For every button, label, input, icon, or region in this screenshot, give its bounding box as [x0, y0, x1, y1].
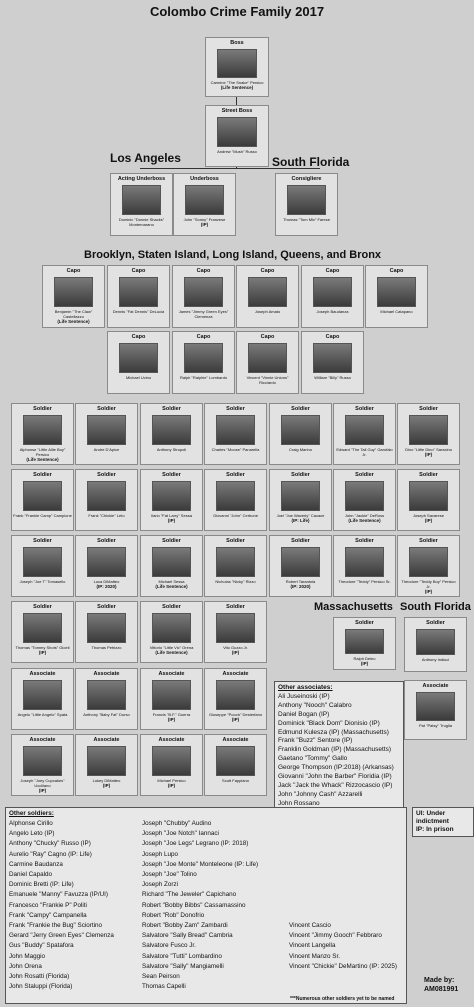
card-status: (Life Sentence) — [57, 319, 90, 325]
card-role: Boss — [230, 40, 244, 46]
list-item: Gus "Buddy" Spatafora — [9, 942, 74, 950]
portrait-photo — [87, 547, 126, 577]
made-by-author: AM081991 — [424, 986, 459, 993]
card-role: Associate — [422, 683, 449, 689]
portrait-photo — [184, 277, 223, 307]
other-soldiers-col1 — [9, 819, 114, 992]
list-item: Robert "Bobby Bibbs" Cassamassino — [142, 901, 246, 909]
card-role: Soldier — [33, 406, 52, 412]
portrait-photo — [23, 680, 62, 710]
portrait-photo — [216, 746, 255, 776]
card-role: Soldier — [162, 472, 181, 478]
card-role: Associate — [222, 737, 249, 743]
portrait-photo — [216, 481, 255, 511]
card-role: Soldier — [419, 406, 438, 412]
card-soldier — [11, 535, 74, 597]
card-status: (IP) — [38, 649, 47, 655]
portrait-photo — [409, 415, 448, 445]
card-name: Ralph "Ralphie" Lombardo — [179, 375, 228, 381]
card-role: Associate — [93, 737, 120, 743]
card-capo — [107, 331, 170, 394]
card-role: Associate — [158, 671, 185, 677]
list-item: Joseph "Joe Notch" Iannaci — [142, 830, 219, 838]
card-soldier — [75, 403, 138, 465]
card-role: Soldier — [291, 538, 310, 544]
card-soldier — [11, 403, 74, 465]
card-name: Scott Fappiano — [222, 777, 249, 783]
portrait-photo — [345, 629, 384, 654]
list-item: Joseph "Joe Legs" Legrano (IP: 2018) — [142, 840, 249, 848]
card-name: Frank "Frankie Camp" Campione — [13, 512, 72, 518]
card-soldier — [204, 535, 267, 597]
portrait-photo — [313, 277, 352, 307]
card-soldier — [75, 535, 138, 597]
card-associate — [11, 668, 74, 730]
portrait-photo — [248, 277, 287, 307]
card-role: Associate — [222, 671, 249, 677]
list-item: Joseph "Joe Monte" Monteleone (IP: Life) — [142, 860, 259, 868]
card-consigliere — [275, 173, 338, 236]
list-item: Joseph "Joe" Tolino — [142, 871, 197, 879]
list-item: Richard "The Jeweler" Capichano — [142, 891, 237, 899]
card-name: John "Jackie" DeRoss — [344, 512, 385, 518]
card-role: Soldier — [426, 620, 445, 626]
card-soldier — [140, 601, 203, 663]
card-name: Craig Marino — [289, 446, 312, 452]
card-name: Anthony Indiuci — [421, 657, 450, 663]
list-item: Frank "Campy" Campanella — [9, 911, 87, 919]
card-role: Capo — [196, 334, 211, 340]
portrait-photo — [87, 415, 126, 445]
portrait-photo — [122, 185, 161, 215]
card-name: James "Jimmy Green Eyes" Clemenza — [178, 309, 229, 320]
card-capo — [42, 265, 105, 328]
list-item: Carmine Baudanza — [9, 860, 63, 868]
card-status: (IP) — [200, 222, 209, 228]
card-name: Joseph Savarese — [413, 512, 444, 518]
card-name: Thomas "Tom Mix" Farese — [283, 217, 330, 223]
card-role: Soldier — [33, 472, 52, 478]
card-name: Charles "Moose" Panarella — [211, 446, 260, 452]
legend-ui: UI: Under indictment — [416, 810, 449, 825]
list-item: Thomas Capelli — [142, 983, 186, 991]
card-status: (IP) — [102, 782, 111, 788]
portrait-photo — [345, 547, 384, 577]
portrait-photo — [409, 547, 448, 577]
portrait-photo — [416, 629, 455, 655]
list-item: Franklin Goldman (IP) (Massachusetts) — [278, 746, 392, 754]
card-acting-underboss — [110, 173, 173, 236]
card-name: Thomas Petrizzo — [91, 644, 122, 650]
card-soldier — [269, 403, 332, 465]
card-status: (IP) — [167, 782, 176, 788]
card-status: (Life Sentence) — [155, 583, 188, 589]
other-soldiers-box — [5, 807, 407, 1004]
list-item: Vincent "Chickie" DeMartino (IP: 2025) — [289, 962, 397, 970]
list-item: John Rosatti (Florida) — [9, 973, 70, 981]
card-associate — [140, 734, 203, 796]
portrait-photo — [184, 343, 223, 373]
card-name: John "Sonny" Franzese — [183, 217, 226, 223]
card-capo — [107, 265, 170, 328]
card-role: Capo — [325, 334, 340, 340]
card-role: Capo — [131, 268, 146, 274]
card-name: Joseph "Joey Cupcakes" Ucciliano — [20, 777, 65, 788]
card-status: (Life Sentence) — [220, 84, 254, 90]
portrait-photo — [152, 746, 191, 776]
card-soldier — [140, 403, 203, 465]
made-by — [424, 976, 458, 994]
list-item: John Rossano — [278, 799, 320, 807]
card-soldier — [204, 601, 267, 663]
list-item: Vincent Manzo Sr. — [289, 952, 340, 960]
card-status: (IP: Life) — [291, 517, 310, 523]
card-role: Soldier — [226, 406, 245, 412]
portrait-photo — [87, 481, 126, 511]
portrait-photo — [216, 547, 255, 577]
list-item: Joseph Lupo — [142, 850, 179, 858]
card-name: Frank "Chickie" Leto — [88, 512, 125, 518]
list-item: Daniel Capaldo — [9, 871, 53, 879]
card-name: Ralph Deleo — [353, 656, 376, 662]
list-item: Dominic Bretti (IP: Life) — [9, 881, 74, 889]
other-soldiers-col2 — [142, 819, 258, 992]
portrait-photo — [119, 343, 158, 373]
card-status: (IP) — [231, 716, 240, 722]
card-capo — [236, 265, 299, 328]
list-item: George Thompson (IP:2018) (Arkansas) — [278, 764, 394, 772]
section-los-angeles: Los Angeles — [110, 151, 181, 165]
card-role: Soldier — [97, 406, 116, 412]
card-name: Thomas "Tommy Shots" Gioeli — [15, 644, 70, 650]
list-item: Joseph Zorzi — [142, 881, 179, 889]
card-role: Soldier — [33, 604, 52, 610]
card-role: Consigliere — [291, 176, 322, 182]
portrait-photo — [23, 481, 62, 511]
card-role: Soldier — [162, 538, 181, 544]
card-role: Soldier — [97, 472, 116, 478]
card-role: Capo — [131, 334, 146, 340]
list-item: John "Johnny Cash" Azzarelli — [278, 790, 363, 798]
card-soldier — [333, 535, 396, 597]
card-role: Associate — [93, 671, 120, 677]
list-item: Jack "Jack the Whack" Rizzocascio (IP) — [278, 781, 393, 789]
section-south-florida-2: South Florida — [400, 601, 471, 613]
section-brooklyn: Brooklyn, Staten Island, Long Island, Queens, and Bronx — [84, 249, 382, 261]
portrait-photo — [313, 343, 352, 373]
portrait-photo — [54, 277, 93, 307]
portrait-photo — [281, 547, 320, 577]
card-name: Alphonse "Little Allie Boy" Persico — [19, 446, 66, 457]
card-capo — [172, 265, 235, 328]
card-soldier — [11, 601, 74, 663]
portrait-photo — [217, 49, 256, 78]
portrait-photo — [119, 277, 158, 307]
card-name: Benjamin "The Claw" Castellazzo — [54, 309, 93, 320]
card-soldier — [397, 469, 460, 531]
other-associates-heading: Other associates: — [278, 684, 333, 691]
card-status: (Life Sentence) — [348, 517, 381, 523]
list-item: Vincent Cascio — [289, 922, 331, 929]
card-name: Carmine "The Snake" Persico — [210, 79, 264, 85]
card-soldier — [140, 469, 203, 531]
card-role: Soldier — [355, 620, 374, 626]
card-name: Vincent "Vinnie Unions" Ricciardo — [246, 375, 289, 386]
card-soldier — [204, 403, 267, 465]
card-status: (Life Sentence) — [26, 456, 59, 462]
list-item: John Staluppi (Florida) — [9, 983, 73, 991]
card-name: Theodore "Teddy Boy" Persico Jr. — [401, 578, 456, 589]
card-name: Dennis "Fat Dennis" DeLucia — [112, 309, 165, 315]
card-status: (IP: 2020) — [96, 583, 117, 589]
card-role: Soldier — [355, 538, 374, 544]
card-name: Vittorio "Little Vic" Orena — [149, 644, 194, 650]
portrait-photo — [185, 185, 224, 215]
card-name: William "Billy" Russo — [314, 375, 351, 381]
card-associate — [75, 734, 138, 796]
card-boss — [205, 37, 269, 97]
card-name: Andrew "Mush" Russo — [217, 148, 257, 154]
card-role: Capo — [260, 334, 275, 340]
portrait-photo — [152, 415, 191, 445]
list-item: Salvatore "Sally Bread" Cambria — [142, 932, 233, 940]
card-soldier — [333, 469, 396, 531]
card-role: Soldier — [419, 538, 438, 544]
portrait-photo — [248, 343, 287, 373]
card-role: Capo — [389, 268, 404, 274]
card-status: (IP) — [231, 649, 240, 655]
list-item: Vincent "Jimmy Gooch" Febbraro — [289, 932, 382, 940]
card-capo — [301, 265, 364, 328]
list-item: Francesco "Frankie P" Politi — [9, 901, 87, 909]
list-item: Aurelio "Ray" Cagno (IP: Life) — [9, 850, 92, 858]
list-item: John Maggio — [9, 952, 46, 960]
card-name: Ilario "Fat Larry" Sessa — [151, 512, 192, 518]
card-name: Michael Sessa — [158, 578, 185, 584]
card-role: Soldier — [162, 604, 181, 610]
portrait-photo — [152, 613, 191, 643]
card-soldier — [333, 403, 396, 465]
other-soldiers-col3 — [289, 921, 397, 972]
card-name: Dominic "Donnie Shacks" Montemarano — [118, 217, 165, 228]
portrait-photo — [416, 692, 455, 721]
portrait-photo — [152, 547, 191, 577]
card-soldier — [397, 535, 460, 597]
card-role: Underboss — [190, 176, 219, 182]
card-capo — [172, 331, 235, 394]
portrait-photo — [87, 746, 126, 776]
card-name: Edward "The Tall Guy" Garofalo Jr. — [336, 446, 393, 457]
list-item: Salvatore Fusco Jr. — [142, 942, 196, 950]
card-name: Michael Catapano — [380, 309, 413, 315]
card-soldier — [397, 403, 460, 465]
card-soldier — [204, 469, 267, 531]
chart-title: Colombo Crime Family 2017 — [149, 4, 325, 19]
list-item: Sean Peirson — [142, 973, 180, 981]
card-role: Soldier — [226, 538, 245, 544]
list-item: Dominick "Black Dom" Dionisio (IP) — [278, 719, 380, 727]
legend-ip: IP: In prison — [416, 826, 454, 833]
card-role: Soldier — [419, 472, 438, 478]
portrait-photo — [23, 746, 62, 776]
card-role: Soldier — [97, 604, 116, 610]
card-associate — [204, 668, 267, 730]
card-street-boss — [205, 105, 269, 167]
card-associate — [204, 734, 267, 796]
section-massachusetts: Massachusetts — [314, 601, 393, 613]
list-item: Salvatore "Sally" Mangiamelli — [142, 962, 224, 970]
card-soldier — [269, 469, 332, 531]
card-name: Giuseppe "Pooch" Desterfano — [208, 711, 263, 717]
card-name: Luca DiMatteo — [93, 578, 120, 584]
card-name: Andre D'Apice — [93, 446, 120, 452]
list-item: Anthony "Chucky" Russo (IP) — [9, 840, 91, 848]
card-role: Soldier — [291, 472, 310, 478]
card-soldier — [404, 617, 467, 672]
portrait-photo — [87, 613, 126, 643]
made-by-label: Made by: — [424, 977, 455, 984]
list-item: Edmund Kulesza (IP) (Massachusetts) — [278, 728, 389, 736]
list-item: Angelo Leto (IP) — [9, 830, 55, 838]
other-soldiers-heading: Other soldiers: — [9, 810, 54, 817]
card-role: Soldier — [97, 538, 116, 544]
card-name: Anthony Stropoli — [156, 446, 187, 452]
card-status: (IP) — [167, 517, 176, 523]
card-underboss — [173, 173, 236, 236]
card-soldier — [269, 535, 332, 597]
card-name: Michael Uvino — [125, 375, 152, 381]
portrait-photo — [281, 415, 320, 445]
list-item: Salvatore "Tutti" Lombardino — [142, 952, 222, 960]
card-name: Nicholas "Nicky" Rizzo — [215, 578, 256, 584]
portrait-photo — [23, 613, 62, 643]
card-role: Capo — [325, 268, 340, 274]
list-item: Emanuele "Manny" Favuzza (IP/UI) — [9, 891, 108, 899]
card-soldier — [333, 617, 396, 670]
card-name: Lukey DiMatteo — [92, 777, 121, 783]
portrait-photo — [281, 481, 320, 511]
boss-connector — [236, 97, 237, 105]
portrait-photo — [216, 680, 255, 710]
portrait-photo — [23, 547, 62, 577]
portrait-photo — [345, 415, 384, 445]
card-name: Pat "Patsy" Truglia — [418, 722, 453, 728]
card-soldier — [11, 469, 74, 531]
list-item: John Orena — [9, 962, 42, 970]
card-name: Michael Persico — [157, 777, 186, 783]
portrait-photo — [152, 481, 191, 511]
card-name: Theodore "Teddy" Persico Sr. — [338, 578, 391, 584]
list-item: Frank "Buzz" Sentore (IP) — [278, 737, 353, 745]
portrait-photo — [152, 680, 191, 710]
portrait-photo — [23, 415, 62, 445]
card-capo — [365, 265, 428, 328]
card-soldier — [75, 601, 138, 663]
card-role: Soldier — [291, 406, 310, 412]
card-role: Soldier — [355, 406, 374, 412]
list-item: Robert "Bobby Zam" Zambardi — [142, 922, 228, 930]
card-status: (IP) — [360, 661, 369, 667]
card-name: Dino "Little Dino" Saracino — [405, 446, 452, 452]
card-role: Capo — [66, 268, 81, 274]
card-role: Capo — [196, 268, 211, 274]
card-status: (IP) — [38, 787, 47, 793]
list-item: Ali Juseinoski (IP) — [278, 692, 330, 700]
portrait-photo — [87, 680, 126, 710]
other-soldiers-note: ***Numerous other soldiers yet to be named — [290, 996, 395, 1002]
portrait-photo — [287, 185, 326, 215]
card-role: Soldier — [226, 604, 245, 610]
card-name: Joseph Amato — [254, 309, 281, 315]
list-item: Alphonse Cirillo — [9, 820, 53, 827]
card-role: Acting Underboss — [117, 176, 166, 182]
portrait-photo — [345, 481, 384, 511]
legend-box — [412, 807, 474, 837]
card-associate — [75, 668, 138, 730]
card-associate — [11, 734, 74, 796]
card-role: Soldier — [33, 538, 52, 544]
card-role: Capo — [260, 268, 275, 274]
card-name: Robert Tarantola — [285, 578, 316, 584]
list-item: Anthony "Nooch" Calabro — [278, 701, 352, 709]
card-associate — [140, 668, 203, 730]
card-name: Vito Guzzo Jr. — [223, 644, 248, 650]
card-status: (IP) — [424, 588, 433, 594]
card-associate — [404, 680, 467, 740]
portrait-photo — [217, 117, 256, 147]
list-item: Robert "Rob" Donofrio — [142, 911, 205, 919]
card-role: Associate — [29, 737, 56, 743]
card-role: Soldier — [355, 472, 374, 478]
card-soldier — [75, 469, 138, 531]
card-role: Soldier — [162, 406, 181, 412]
section-south-florida: South Florida — [272, 155, 350, 169]
list-item: Frank "Frankie the Bug" Sciortino — [9, 922, 103, 930]
card-name: Giovanni "John" Cerbone — [213, 512, 258, 518]
list-item: Gaetano "Tommy" Gallo — [278, 755, 348, 763]
portrait-photo — [377, 277, 416, 307]
portrait-photo — [216, 415, 255, 445]
card-name: Joel "Joe Waverly" Cacace — [276, 512, 325, 518]
card-status: (IP: 2020) — [290, 583, 311, 589]
card-name: Anthony "Baby Fat" Durso — [83, 711, 130, 717]
list-item: Giovanni "John the Barber" Floridia (IP) — [278, 773, 392, 781]
card-soldier — [140, 535, 203, 597]
card-name: Joseph Baudanza — [316, 309, 349, 315]
card-role: Associate — [29, 671, 56, 677]
card-status: (Life Sentence) — [155, 649, 188, 655]
card-status: (IP) — [424, 451, 433, 457]
portrait-photo — [409, 481, 448, 511]
card-status: (IP) — [424, 517, 433, 523]
list-item: Vincent Langella — [289, 942, 336, 950]
card-capo — [236, 331, 299, 394]
card-name: Angelo "Little Angelo" Spata — [17, 711, 68, 717]
card-status: (IP) — [167, 716, 176, 722]
portrait-photo — [216, 613, 255, 643]
card-role: Street Boss — [221, 108, 253, 114]
card-role: Soldier — [226, 472, 245, 478]
list-item: Gerard "Jerry Green Eyes" Clemenza — [9, 932, 114, 940]
card-name: Francis "B.F." Guerra — [152, 711, 191, 717]
card-role: Associate — [158, 737, 185, 743]
card-name: Joseph "Joe T" Tomasello — [19, 578, 66, 584]
list-item: Daniel Bogan (IP) — [278, 710, 330, 718]
card-capo — [301, 331, 364, 394]
list-item: Joseph "Chubby" Audino — [142, 820, 212, 827]
